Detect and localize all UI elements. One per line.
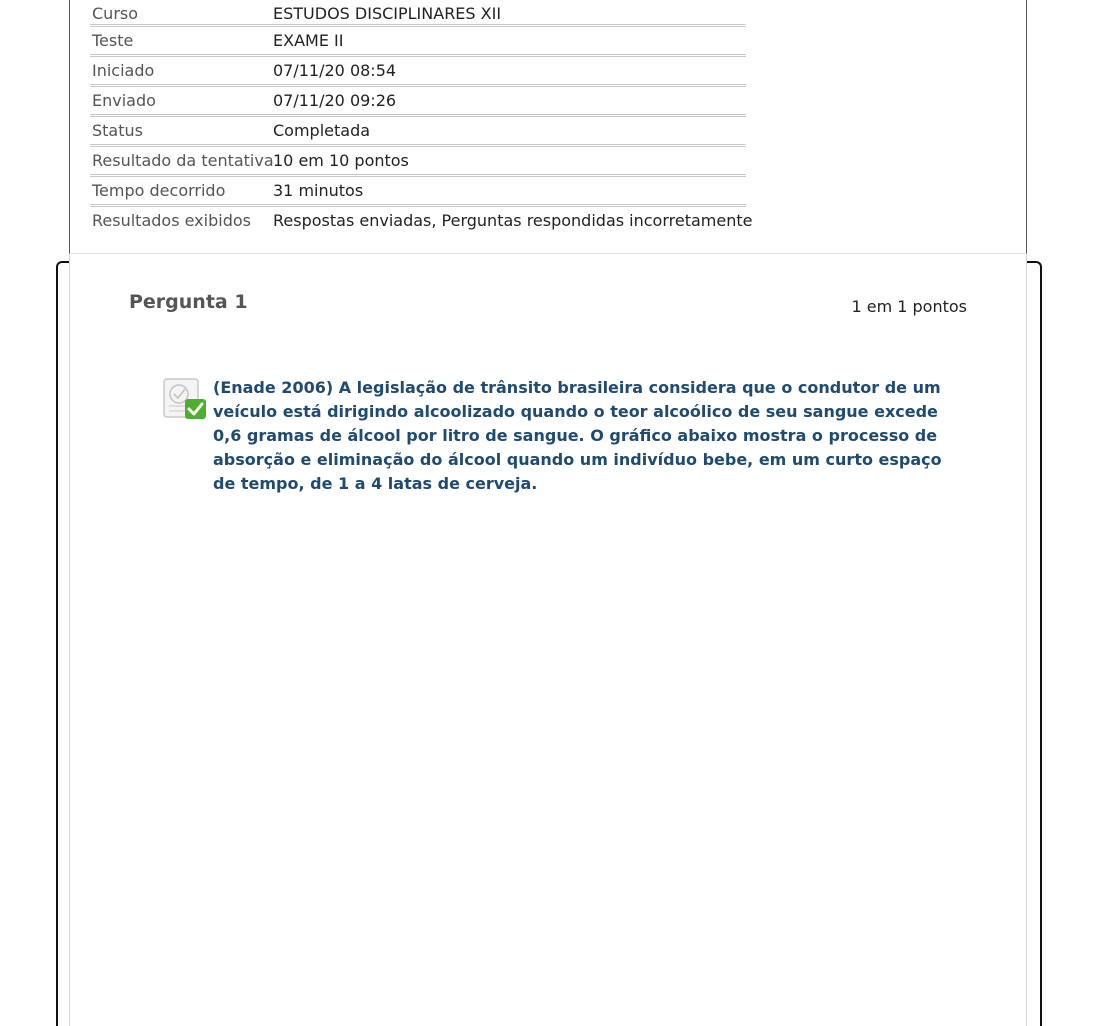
summary-row-status	[90, 117, 746, 147]
summary-label: Iniciado	[92, 61, 155, 80]
summary-value: ESTUDOS DISCIPLINARES XII	[273, 4, 502, 23]
summary-value: 07/11/20 09:26	[273, 91, 397, 110]
attempt-summary-panel	[69, 0, 1027, 254]
summary-value: 10 em 10 pontos	[273, 151, 409, 170]
summary-value: 31 minutos	[273, 181, 364, 200]
summary-row-tempo	[90, 177, 746, 207]
summary-row-teste	[90, 27, 746, 57]
attempt-summary-table	[90, 0, 753, 237]
summary-label: Resultados exibidos	[92, 211, 251, 230]
question-text: (Enade 2006) A legislação de trânsito brasileira considera que o condutor de um veículo está dirigindo alcoolizado quando o teor alcoólico de seu sangue excede 0,6 gramas de álcool por litro de sangue. O gráfico abaixo mostra o processo de absorção e eliminação do álcool quando um indivíduo bebe, em um curto espaço de tempo, de 1 a 4 latas de cerveja.	[213, 378, 942, 493]
question-panel	[69, 254, 1027, 1026]
correct-answer-icon	[162, 376, 208, 422]
summary-value: Respostas enviadas, Perguntas respondidas incorretamente	[273, 211, 753, 230]
summary-label: Teste	[92, 31, 134, 50]
summary-label: Status	[92, 121, 143, 140]
summary-label: Resultado da tentativa	[92, 151, 274, 170]
summary-row-resultados-exibidos	[90, 207, 753, 237]
summary-value: EXAME II	[273, 31, 344, 50]
summary-label: Curso	[92, 4, 139, 23]
summary-label: Tempo decorrido	[92, 181, 226, 200]
summary-value: 07/11/20 08:54	[273, 61, 397, 80]
summary-row-iniciado	[90, 57, 746, 87]
summary-row-enviado	[90, 87, 746, 117]
question-points: 1 em 1 pontos	[851, 297, 967, 316]
summary-row-curso	[90, 0, 746, 27]
summary-label: Enviado	[92, 91, 156, 110]
summary-row-resultado	[90, 147, 746, 177]
summary-value: Completada	[273, 121, 371, 140]
question-title: Pergunta 1	[129, 291, 248, 313]
